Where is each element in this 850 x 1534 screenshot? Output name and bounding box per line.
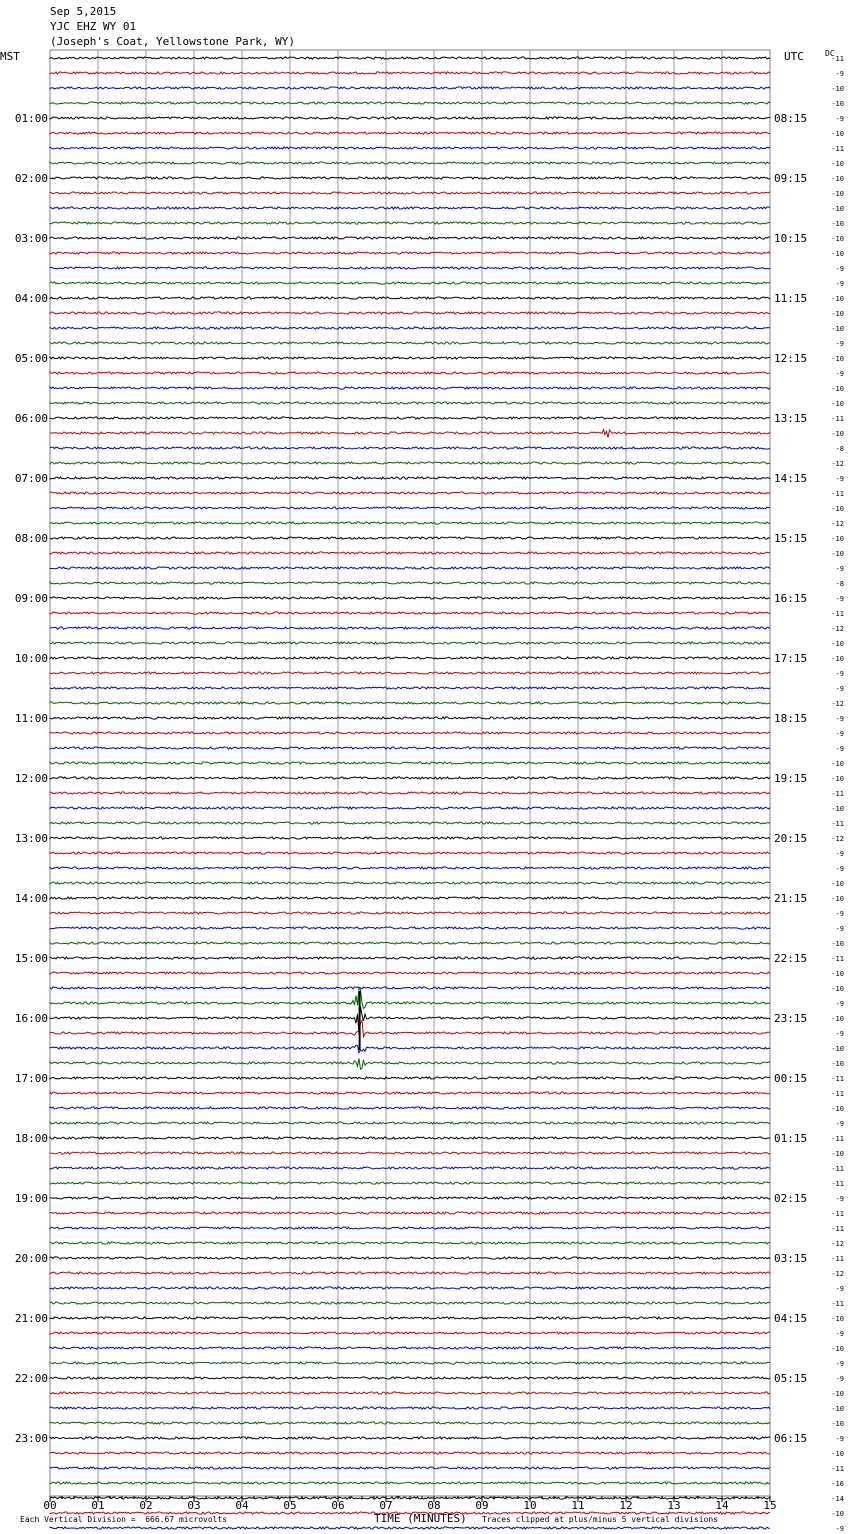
left-hour-label: 16:00: [14, 1012, 48, 1025]
dc-offset-label: -9: [835, 730, 844, 738]
dc-offset-label: -10: [831, 205, 844, 213]
right-hour-label: 14:15: [774, 472, 808, 485]
trace-row: [50, 297, 770, 299]
trace-row: [50, 87, 770, 89]
trace-row: [50, 672, 770, 674]
trace-row: [50, 897, 770, 899]
left-hour-label: 10:00: [14, 652, 48, 665]
trace-row: [50, 837, 770, 839]
trace-row: [50, 1122, 770, 1124]
dc-offset-label: -9: [835, 1000, 844, 1008]
left-hour-label: 04:00: [14, 292, 48, 305]
dc-offset-label: -8: [835, 445, 844, 453]
dc-offset-label: -12: [831, 1240, 844, 1248]
trace-row: [50, 882, 770, 884]
trace-row: [50, 642, 770, 644]
left-hour-label: 01:00: [14, 112, 48, 125]
trace-row: [50, 1007, 770, 1035]
dc-offset-label: -9: [835, 280, 844, 288]
left-hour-label: 19:00: [14, 1192, 48, 1205]
trace-row: [50, 912, 770, 914]
dc-offset-label: -10: [831, 985, 844, 993]
dc-offset-label: -11: [831, 490, 844, 498]
dc-offset-label: -10: [831, 1390, 844, 1398]
dc-offset-label: -10: [831, 295, 844, 303]
dc-offset-label: -8: [835, 580, 844, 588]
right-hour-label: 09:15: [774, 172, 808, 185]
trace-row: [50, 1167, 770, 1169]
trace-row: [50, 1107, 770, 1109]
trace-row: [50, 492, 770, 494]
trace-row: [50, 1152, 770, 1154]
dc-offset-label: -16: [831, 1480, 844, 1488]
right-hour-label: 03:15: [774, 1252, 808, 1265]
trace-row: [50, 1045, 770, 1053]
left-hour-label: 07:00: [14, 472, 48, 485]
x-tick-label: 09: [475, 1499, 489, 1512]
right-hour-label: 15:15: [774, 532, 808, 545]
trace-row: [50, 417, 770, 419]
left-hour-label: 09:00: [14, 592, 48, 605]
trace-row: [50, 372, 770, 374]
right-hour-label: 10:15: [774, 232, 808, 245]
trace-row: [50, 1347, 770, 1349]
trace-row: [50, 1527, 770, 1529]
x-tick-label: 04: [235, 1499, 249, 1512]
trace-row: [50, 612, 770, 614]
trace-row: [50, 1407, 770, 1409]
dc-offset-label: -9: [835, 1330, 844, 1338]
trace-row: [50, 1437, 770, 1439]
dc-offset-label: -9: [835, 70, 844, 78]
trace-row: [50, 1392, 770, 1394]
dc-offset-label: -10: [831, 640, 844, 648]
dc-offset-label: -10: [831, 940, 844, 948]
dc-offset-label: -10: [831, 235, 844, 243]
left-hour-label: 12:00: [14, 772, 48, 785]
trace-row: [50, 702, 770, 704]
right-hour-label: 21:15: [774, 892, 808, 905]
dc-offset-label: -10: [831, 1045, 844, 1053]
dc-offset-label: -10: [831, 775, 844, 783]
trace-row: [50, 1077, 770, 1079]
header-station: YJC EHZ WY 01: [50, 20, 137, 33]
trace-row: [50, 1452, 770, 1454]
dc-offset-label: -10: [831, 190, 844, 198]
dc-offset-label: -9: [835, 715, 844, 723]
trace-row: [50, 402, 770, 404]
dc-offset-label: -11: [831, 1255, 844, 1263]
trace-row: [50, 507, 770, 509]
footer-scale-note: Each Vertical Division = 666.67 microvolts: [20, 1515, 228, 1524]
dc-offset-label: -10: [831, 310, 844, 318]
dc-offset-label: -9: [835, 1285, 844, 1293]
right-hour-label: 20:15: [774, 832, 808, 845]
trace-row: [50, 1467, 770, 1469]
x-tick-label: 08: [427, 1499, 441, 1512]
trace-row: [50, 1212, 770, 1214]
dc-offset-label: -9: [835, 910, 844, 918]
dc-offset-label: -11: [831, 1135, 844, 1143]
trace-row: [50, 522, 770, 524]
x-tick-label: 00: [43, 1499, 57, 1512]
x-tick-label: 05: [283, 1499, 297, 1512]
header-location: (Joseph's Coat, Yellowstone Park, WY): [50, 35, 296, 48]
left-hour-label: 06:00: [14, 412, 48, 425]
trace-row: [50, 1242, 770, 1244]
dc-offset-label: -9: [835, 925, 844, 933]
x-tick-label: 12: [619, 1499, 633, 1512]
right-hour-label: 12:15: [774, 352, 808, 365]
x-tick-label: 02: [139, 1499, 153, 1512]
right-hour-label: 00:15: [774, 1072, 808, 1085]
trace-row: [50, 988, 770, 1009]
dc-offset-label: -9: [835, 475, 844, 483]
right-hour-label: 05:15: [774, 1372, 808, 1385]
trace-row: [50, 927, 770, 929]
trace-row: [50, 777, 770, 779]
trace-row: [50, 430, 770, 438]
dc-offset-label: -9: [835, 850, 844, 858]
trace-row: [50, 207, 770, 209]
x-tick-label: 14: [715, 1499, 729, 1512]
left-hour-label: 15:00: [14, 952, 48, 965]
dc-offset-label: -9: [835, 745, 844, 753]
dc-offset-label: -10: [831, 1105, 844, 1113]
trace-row: [50, 477, 770, 479]
x-axis-label: TIME (MINUTES): [374, 1512, 467, 1525]
dc-offset-label: -10: [831, 100, 844, 108]
left-hour-label: 11:00: [14, 712, 48, 725]
trace-row: [50, 972, 770, 974]
x-tick-label: 11: [571, 1499, 585, 1512]
right-hour-label: 16:15: [774, 592, 808, 605]
trace-row: [50, 822, 770, 824]
dc-offset-label: -9: [835, 1375, 844, 1383]
dc-offset-label: -10: [831, 760, 844, 768]
trace-row: [50, 987, 770, 989]
right-hour-label: 19:15: [774, 772, 808, 785]
x-tick-label: 10: [523, 1499, 537, 1512]
trace-row: [50, 177, 770, 179]
trace-row: [50, 582, 770, 584]
right-hour-label: 22:15: [774, 952, 808, 965]
trace-row: [50, 1137, 770, 1139]
dc-offset-label: -9: [835, 670, 844, 678]
x-tick-label: 13: [667, 1499, 681, 1512]
trace-row: [50, 1302, 770, 1304]
trace-row: [50, 117, 770, 119]
dc-offset-label: -10: [831, 325, 844, 333]
trace-row: [50, 942, 770, 944]
dc-offset-label: -10: [831, 1510, 844, 1518]
trace-row: [50, 387, 770, 389]
trace-row: [50, 72, 770, 74]
trace-row: [50, 957, 770, 959]
right-hour-label: 17:15: [774, 652, 808, 665]
trace-row: [50, 867, 770, 869]
trace-row: [50, 627, 770, 629]
dc-offset-label: -9: [835, 1435, 844, 1443]
trace-row: [50, 552, 770, 554]
dc-offset-label: -12: [831, 1270, 844, 1278]
left-hour-label: 21:00: [14, 1312, 48, 1325]
dc-offset-label: -11: [831, 1180, 844, 1188]
dc-offset-label: -10: [831, 160, 844, 168]
dc-offset-label: -10: [831, 1315, 844, 1323]
dc-offset-label: -10: [831, 1150, 844, 1158]
trace-row: [50, 762, 770, 764]
trace-row: [50, 1182, 770, 1184]
trace-row: [50, 732, 770, 734]
dc-offset-label: -11: [831, 1165, 844, 1173]
right-hour-label: 06:15: [774, 1432, 808, 1445]
dc-offset-label: -9: [835, 685, 844, 693]
dc-offset-label: -10: [831, 505, 844, 513]
dc-offset-label: -10: [831, 175, 844, 183]
trace-row: [50, 1482, 770, 1484]
trace-row: [50, 1332, 770, 1334]
dc-offset-label: -10: [831, 400, 844, 408]
dc-offset-label: -10: [831, 220, 844, 228]
dc-offset-label: -12: [831, 520, 844, 528]
right-hour-label: 02:15: [774, 1192, 808, 1205]
trace-row: [50, 597, 770, 599]
x-tick-label: 15: [763, 1499, 777, 1512]
trace-row: [50, 567, 770, 569]
trace-row: [50, 132, 770, 134]
dc-offset-label: -10: [831, 385, 844, 393]
dc-offset-label: -10: [831, 85, 844, 93]
dc-offset-label: -10: [831, 1405, 844, 1413]
dc-offset-label: -10: [831, 805, 844, 813]
dc-offset-label: -9: [835, 565, 844, 573]
trace-row: [50, 447, 770, 449]
trace-row: [50, 327, 770, 329]
trace-row: [50, 537, 770, 539]
trace-row: [50, 1227, 770, 1229]
left-hour-label: 02:00: [14, 172, 48, 185]
dc-offset-label: -11: [831, 610, 844, 618]
x-tick-label: 03: [187, 1499, 201, 1512]
trace-row: [50, 1422, 770, 1424]
dc-offset-label: -11: [831, 1210, 844, 1218]
trace-row: [50, 1377, 770, 1379]
trace-row: [50, 717, 770, 719]
dc-offset-label: -9: [835, 1120, 844, 1128]
dc-offset-label: -9: [835, 265, 844, 273]
trace-row: [50, 162, 770, 164]
trace-row: [50, 1092, 770, 1094]
dc-offset-label: -10: [831, 1450, 844, 1458]
dc-offset-label: -9: [835, 1030, 844, 1038]
dc-offset-label: -11: [831, 955, 844, 963]
header-date: Sep 5,2015: [50, 5, 117, 18]
dc-offset-label: -11: [831, 790, 844, 798]
dc-offset-label: -10: [831, 130, 844, 138]
dc-offset-label: -9: [835, 340, 844, 348]
dc-offset-label: -10: [831, 535, 844, 543]
dc-offset-label: -9: [835, 115, 844, 123]
trace-row: [50, 1059, 770, 1070]
dc-offset-label: -12: [831, 835, 844, 843]
dc-offset-label: -10: [831, 895, 844, 903]
dc-offset-label: -11: [831, 820, 844, 828]
right-hour-label: 18:15: [774, 712, 808, 725]
dc-offset-label: -11: [831, 415, 844, 423]
right-hour-label: 13:15: [774, 412, 808, 425]
dc-offset-label: -9: [835, 1360, 844, 1368]
trace-row: [50, 222, 770, 224]
x-tick-label: 01: [91, 1499, 105, 1512]
left-hour-label: 22:00: [14, 1372, 48, 1385]
dc-offset-label: -10: [831, 1345, 844, 1353]
dc-offset-label: -11: [831, 55, 844, 63]
right-hour-label: 01:15: [774, 1132, 808, 1145]
trace-row: [50, 1021, 770, 1037]
dc-offset-label: -10: [831, 355, 844, 363]
right-hour-label: 23:15: [774, 1012, 808, 1025]
trace-row: [50, 1287, 770, 1289]
trace-row: [50, 657, 770, 659]
left-hour-label: 17:00: [14, 1072, 48, 1085]
trace-row: [50, 462, 770, 464]
trace-row: [50, 102, 770, 104]
trace-row: [50, 192, 770, 194]
dc-offset-label: -11: [831, 1225, 844, 1233]
dc-offset-label: -9: [835, 865, 844, 873]
dc-offset-label: -10: [831, 655, 844, 663]
dc-offset-label: -9: [835, 1195, 844, 1203]
left-hour-label: 20:00: [14, 1252, 48, 1265]
trace-row: [50, 282, 770, 284]
trace-row: [50, 807, 770, 809]
footer-clip-note: Traces clipped at plus/minus 5 vertical divisions: [482, 1515, 719, 1524]
trace-row: [50, 1257, 770, 1259]
dc-offset-label: -12: [831, 460, 844, 468]
trace-row: [50, 687, 770, 689]
dc-offset-label: -10: [831, 250, 844, 258]
dc-offset-label: -9: [835, 595, 844, 603]
left-hour-label: 08:00: [14, 532, 48, 545]
trace-row: [50, 852, 770, 854]
trace-row: [50, 312, 770, 314]
dc-offset-label: -10: [831, 880, 844, 888]
right-timezone-label: UTC: [784, 50, 804, 63]
trace-row: [50, 1272, 770, 1274]
dc-label: DC: [825, 49, 835, 58]
right-hour-label: 04:15: [774, 1312, 808, 1325]
trace-row: [50, 57, 770, 59]
dc-offset-label: -11: [831, 145, 844, 153]
trace-row: [50, 237, 770, 239]
trace-row: [50, 747, 770, 749]
trace-row: [50, 1317, 770, 1319]
dc-offset-label: -10: [831, 970, 844, 978]
dc-offset-label: -10: [831, 1015, 844, 1023]
dc-offset-label: -10: [831, 430, 844, 438]
dc-offset-label: -12: [831, 700, 844, 708]
x-tick-label: 06: [331, 1499, 345, 1512]
dc-offset-label: -10: [831, 1420, 844, 1428]
dc-offset-label: -12: [831, 625, 844, 633]
dc-offset-label: -9: [835, 1525, 844, 1533]
dc-offset-label: -14: [831, 1495, 844, 1503]
dc-offset-label: -10: [831, 550, 844, 558]
trace-row: [50, 1197, 770, 1199]
trace-row: [50, 342, 770, 344]
dc-offset-label: -9: [835, 370, 844, 378]
left-hour-label: 13:00: [14, 832, 48, 845]
trace-row: [50, 1362, 770, 1364]
left-hour-label: 18:00: [14, 1132, 48, 1145]
dc-offset-label: -11: [831, 1300, 844, 1308]
trace-row: [50, 267, 770, 269]
dc-offset-label: -11: [831, 1465, 844, 1473]
trace-row: [50, 357, 770, 359]
trace-row: [50, 252, 770, 254]
trace-row: [50, 147, 770, 149]
dc-offset-label: -10: [831, 1060, 844, 1068]
right-hour-label: 11:15: [774, 292, 808, 305]
left-timezone-label: MST: [0, 50, 20, 63]
right-hour-label: 08:15: [774, 112, 808, 125]
left-hour-label: 05:00: [14, 352, 48, 365]
left-hour-label: 23:00: [14, 1432, 48, 1445]
dc-offset-label: -11: [831, 1090, 844, 1098]
dc-offset-label: -11: [831, 1075, 844, 1083]
x-tick-label: 07: [379, 1499, 393, 1512]
left-hour-label: 03:00: [14, 232, 48, 245]
trace-row: [50, 792, 770, 794]
left-hour-label: 14:00: [14, 892, 48, 905]
